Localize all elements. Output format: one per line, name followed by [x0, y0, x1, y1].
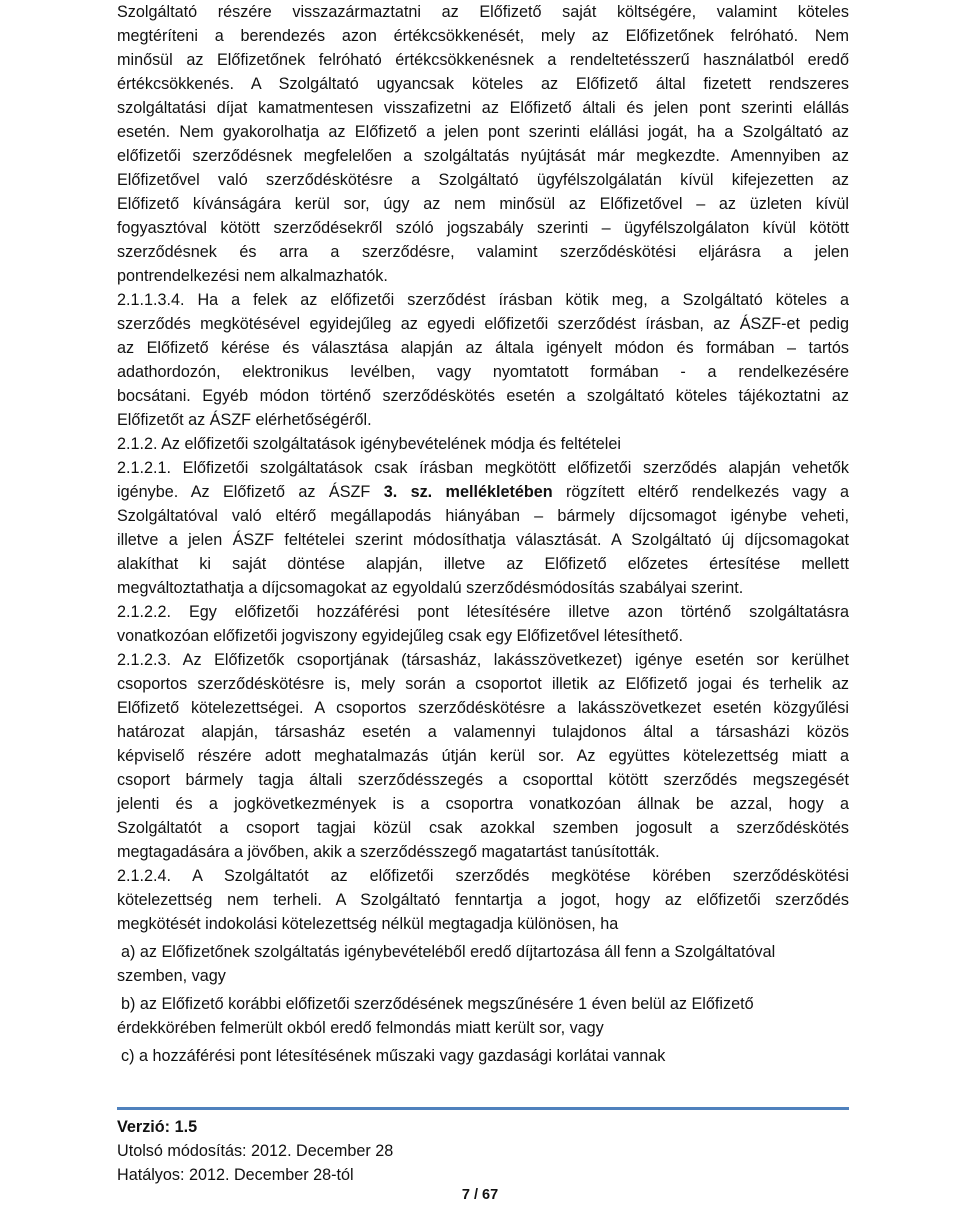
- text-line: jelenti és a jogkövetkezmények is a csoportra vonatkozóan állnak be azzal, hogy a: [117, 795, 849, 813]
- list-item-b: b) az Előfizető korábbi előfizetői szerződésének megszűnésére 1 éven belül az Előfizető: [121, 995, 754, 1013]
- text-line: előfizetői szerződésnek megfelelően a szolgáltatás nyújtását már megkezdte. Amennyiben az: [117, 147, 849, 165]
- text-line: Szolgáltató részére visszazármaztatni az Előfizető saját költségére, valamint köteles: [117, 3, 849, 21]
- text-line: megtéríteni a berendezés azon értékcsökkenését, mely az Előfizetőnek felróható. Nem: [117, 27, 849, 45]
- text-line: kötelezettség nem terheli. A Szolgáltató fenntartja a jogot, hogy az előfizetői szerződés: [117, 891, 849, 909]
- text-line: bocsátani. Egyéb módon történő szerződéskötés esetén a szolgáltató köteles tájékoztatni az: [117, 387, 849, 405]
- text-line: Előfizetővel való szerződéskötésre a Szolgáltató ügyfélszolgálatán kívül kifejezetten az: [117, 171, 849, 189]
- text-line: megtagadására a jövőben, akik a szerződésszegő magatartást tanúsították.: [117, 843, 660, 861]
- text-line: megkötését indokolási kötelezettség nélkül megtagadja különösen, ha: [117, 915, 619, 933]
- text-line: fogyasztóval kötött szerződésekről szóló jogszabály szerinti – ügyfélszolgálaton kívül kötött: [117, 219, 849, 237]
- text-line: szerződés megkötésével egyidejűleg az egyedi előfizetői szerződést írásban, az ÁSZF-et pedig: [117, 315, 849, 333]
- text-line: alakíthat ki saját döntése alapján, illetve az Előfizető előzetes értesítése mellett: [117, 555, 849, 573]
- text-line: csoport bármely tagja általi szerződésszegés a csoporttal kötött szerződés megszegését: [117, 771, 849, 789]
- text-line: szolgáltatási díjat kamatmentesen visszafizetni az Előfizető általi és jelen pont szerinti elállás: [117, 99, 849, 117]
- text-line: pontrendelkezési nem alkalmazhatók.: [117, 267, 388, 285]
- section-2-1-1-3-4: 2.1.1.3.4. Ha a felek az előfizetői szerződést írásban kötik meg, a Szolgáltató köteles a: [117, 291, 849, 309]
- text-line: esetén. Nem gyakorolhatja az Előfizető a jelen pont szerinti elállási jogát, ha a Szolgáltató az: [117, 123, 849, 141]
- text-line: adathordozón, elektronikus levélben, vagy nyomtatott formában - a rendelkezésére: [117, 363, 849, 381]
- section-2-1-2-1: 2.1.2.1. Előfizetői szolgáltatások csak írásban megkötött előfizetői szerződés alapján vehetők: [117, 459, 849, 477]
- list-item-c: c) a hozzáférési pont létesítésének műszaki vagy gazdasági korlátai vannak: [121, 1047, 666, 1065]
- list-item-a: a) az Előfizetőnek szolgáltatás igénybevételéből eredő díjtartozása áll fenn a Szolgáltatóval: [121, 943, 776, 961]
- text-line: Előfizető kötelezettségei. A csoportos szerződéskötésre a lakásszövetkezet esetén közgyűlési: [117, 699, 849, 717]
- footer-divider: [117, 1107, 849, 1110]
- section-2-1-2-4: 2.1.2.4. A Szolgáltatót az előfizetői szerződés megkötése körében szerződéskötési: [117, 867, 849, 885]
- text-line: [117, 480, 849, 504]
- text-span: rögzített eltérő rendelkezés vagy a: [566, 483, 850, 501]
- page-number: 7 / 67: [461, 1187, 499, 1203]
- footer-version: Verzió: 1.5: [117, 1118, 198, 1136]
- text-line: Előfizetőt az ÁSZF elérhetőségéről.: [117, 411, 372, 429]
- text-line: vonatkozóan előfizetői jogviszony egyidejűleg csak egy Előfizetővel létesíthető.: [117, 627, 684, 645]
- text-line: csoportos szerződéskötésre is, mely során a csoportot illetik az Előfizető jogai és terhelik az: [117, 675, 849, 693]
- footer-effective: Hatályos: 2012. December 28-tól: [117, 1166, 354, 1184]
- section-2-1-2-2: 2.1.2.2. Egy előfizetői hozzáférési pont létesítésére illetve azon történő szolgáltatásra: [117, 603, 849, 621]
- text-line: Szolgáltatót a csoport tagjai közül csak azokkal szemben jogosult a szerződéskötés: [117, 819, 849, 837]
- text-line: Szolgáltatóval való eltérő megállapodás hiányában – bármely díjcsomagot igénybe veheti,: [117, 507, 849, 525]
- text-line: megváltoztathatja a díjcsomagokat az egyoldalú szerződésmódosítás szabályai szerint.: [117, 579, 744, 597]
- text-line: az Előfizető kérése és választása alapján az általa igényelt módon és formában – tartós: [117, 339, 849, 357]
- text-line: szerződésnek és arra a szerződésre, valamint szerződéskötési eljárásra a jelen: [117, 243, 849, 261]
- list-item-a-cont: szemben, vagy: [117, 967, 226, 985]
- list-item-b-cont: érdekkörében felmerült okból eredő felmondás miatt került sor, vagy: [117, 1019, 604, 1037]
- text-line: képviselő részére adott meghatalmazás útján kerül sor. Az együttes kötelezettség miatt a: [117, 747, 849, 765]
- text-line: Előfizető kívánságára kerül sor, úgy az nem minősül az Előfizetővel – az üzleten kívül: [117, 195, 849, 213]
- text-line: minősül az Előfizetőnek felróható értékcsökkenésnek a rendeltetésszerű használatból eredő: [117, 51, 849, 69]
- text-span: igénybe. Az Előfizető az ÁSZF: [117, 483, 371, 501]
- footer-modified: Utolsó módosítás: 2012. December 28: [117, 1142, 394, 1160]
- text-line: értékcsökkenés. A Szolgáltató ugyancsak köteles az Előfizető által fizetett rendszeres: [117, 75, 849, 93]
- text-line: határozat alapján, társasház esetén a valamennyi tulajdonos által a társasházi közös: [117, 723, 849, 741]
- annex-reference: 3. sz. mellékletében: [383, 483, 553, 501]
- section-2-1-2-3: 2.1.2.3. Az Előfizetők csoportjának (társasház, lakásszövetkezet) igénye esetén sor kerülhet: [117, 651, 849, 669]
- section-heading-2-1-2: 2.1.2. Az előfizetői szolgáltatások igénybevételének módja és feltételei: [117, 435, 621, 453]
- text-line: illetve a jelen ÁSZF feltételei szerint módosíthatja választását. A Szolgáltató új díjcsomagokat: [117, 531, 849, 549]
